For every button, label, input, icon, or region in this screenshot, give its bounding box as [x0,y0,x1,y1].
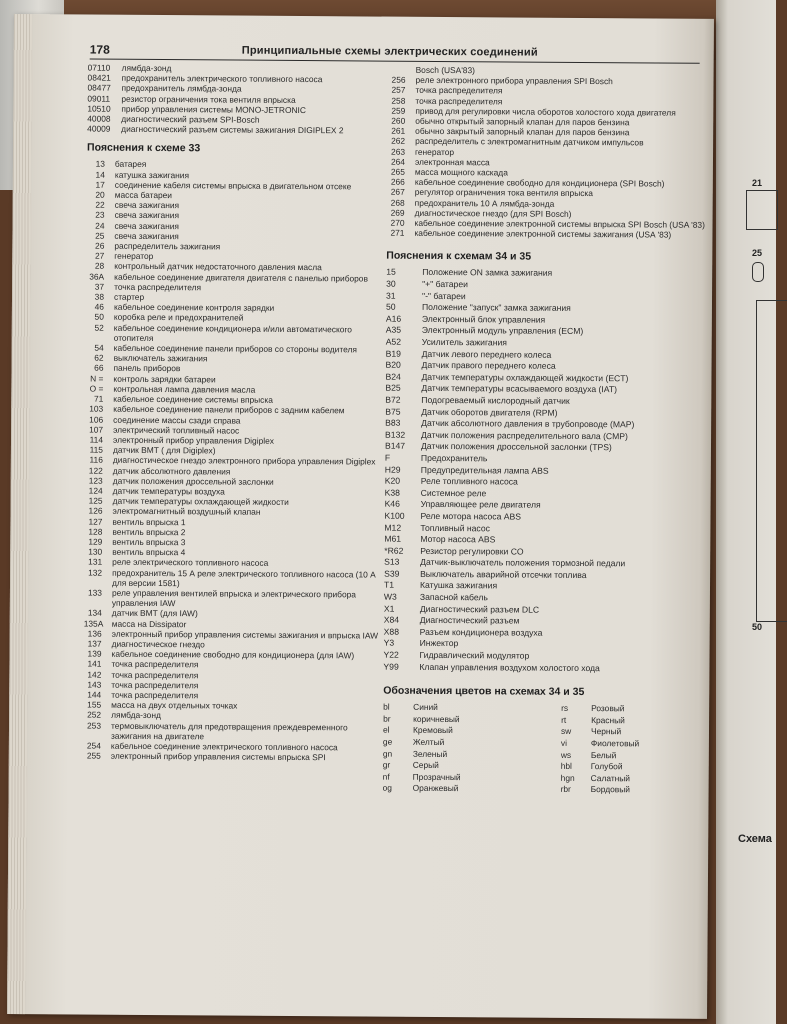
legend-description: соединение массы сзади справа [113,414,241,426]
legend-description: предохранитель 10 А лямбда-зонда [414,197,555,209]
legend-code: 263 [391,146,406,157]
legend-code: 106 [89,414,104,425]
legend-description: точка распределителя [114,281,202,293]
legend-code: 143 [87,679,102,690]
legend-code: 14 [95,169,105,180]
section-title-scheme-34-35: Пояснения к схемам 34 и 35 [386,250,532,264]
color-name: Бордовый [590,784,630,795]
color-code: ge [382,736,393,747]
legend-code: 155 [87,699,102,710]
legend-code: X84 [383,614,400,625]
color-name: Розовый [591,703,625,714]
legend-code: 38 [94,291,105,302]
legend-description: Датчик левого переднего колеса [421,348,552,360]
legend-description: диагностическое гнездо (для SPI Bosch) [414,207,572,219]
legend-code: 252 [87,709,102,721]
legend-description: точка распределителя [111,679,199,691]
legend-code: F [384,452,391,463]
color-code: hbl [560,761,572,772]
color-name: Салатный [590,772,631,784]
legend-code: K38 [384,487,401,498]
legend-code: 131 [88,556,103,567]
color-code: gr [382,759,391,770]
legend-code: M12 [384,522,402,533]
facing-page-label: Схема [738,833,772,845]
legend-code: 258 [391,95,406,106]
legend-description: батарея [114,159,147,170]
right-column [383,65,708,797]
legend-code: 264 [390,156,406,167]
legend-code: 09011 [87,93,111,104]
legend-description: датчик ВМТ ( для Digiplex) [112,444,216,456]
legend-description: вентиль впрыска 3 [112,536,186,548]
legend-description: датчик температуры охлаждающей жидкости [112,495,289,508]
legend-description: стартер [113,291,145,302]
legend-code: 23 [95,210,105,221]
color-code: ws [560,749,572,760]
legend-description: термовыключатель для предотвращения преждевременного зажигания на двигателе [110,720,348,742]
legend-description: Реле мотора насоса ABS [420,510,521,522]
legend-description: распределитель зажигания [114,240,221,252]
legend-list-scheme-34-35 [383,267,706,675]
legend-code: 129 [88,536,103,547]
legend-code: 266 [390,176,405,187]
legend-description: обычно закрытый запорный клапан для паров бензина [415,126,630,138]
legend-code: 123 [88,475,103,486]
color-code: br [383,713,391,724]
legend-description: электромагнитный воздушный клапан [112,506,261,518]
legend-description: электронный прибор управления системы зажигания и впрыска IAW [111,628,379,641]
legend-description: Выключатель аварийной отсечки топлива [420,568,587,580]
legend-code: 134 [87,607,102,618]
legend-description: Топливный насос [420,522,490,533]
legend-description: Датчик-выключатель положения тормозной педали [420,557,626,569]
color-name: Прозрачный [412,771,461,782]
legend-description: Гидравлический модулятор [419,649,530,661]
legend-description: панель приборов [113,363,181,374]
legend-description: вентиль впрыска 2 [112,526,186,537]
legend-code: 136 [87,628,102,639]
legend-description: точка распределителя [415,95,503,107]
legend-description: электронная масса [414,156,490,168]
legend-code: 116 [89,454,103,465]
legend-description: масса батареи [114,189,173,201]
legend-code: H29 [384,464,401,475]
legend-code: 52 [94,322,104,333]
legend-description: лямбда-зонд [111,710,161,721]
legend-code: 30 [386,278,396,289]
legend-list-scheme-33 [83,159,387,763]
legend-code: O = [89,383,104,394]
legend-code: Y22 [383,649,399,660]
legend-entry [83,751,383,763]
legend-code: A52 [385,336,402,347]
legend-description: реле электронного прибора управления SPI Bosch [415,75,613,87]
legend-description: генератор [415,146,455,157]
legend-code: B83 [385,417,401,428]
legend-description: Предохранитель [420,452,488,464]
color-name: Фиолетовый [590,738,640,749]
legend-code: 27 [94,250,105,261]
page-title: Принципиальные схемы электрических соединений [241,44,538,59]
legend-code: 08477 [87,82,111,94]
color-code: hgn [560,772,575,783]
legend-code: 20 [95,189,105,200]
legend-code: 122 [88,465,103,476]
legend-description: Датчик оборотов двигателя (RPM) [421,406,558,418]
legend-description: свеча зажигания [114,210,180,221]
legend-code: 259 [391,105,406,116]
legend-description: Инжектор [419,638,459,649]
legend-description: выключатель зажигания [113,352,208,364]
legend-description: электрический топливный насос [113,424,240,436]
legend-description: Разъем кондиционера воздуха [419,626,543,638]
legend-description: предохранитель лямбда-зонда [121,83,242,94]
legend-description: кабельное соединение контроля зарядки [113,301,275,314]
legend-code: 137 [87,638,102,649]
legend-code: 261 [391,125,406,136]
legend-code: 268 [390,197,405,208]
legend-code: K46 [384,498,400,510]
legend-description: Датчик правого переднего колеса [421,360,556,371]
legend-code: 25 [95,230,105,241]
legend-code: 40009 [87,123,111,134]
legend-description: контрольный датчик недостаточного давления масла [114,261,322,273]
legend-code: 133 [87,587,102,598]
legend-code: 54 [94,342,104,353]
legend-description: Мотор насоса ABS [420,533,496,545]
left-column [83,63,388,763]
legend-entry [383,661,703,675]
legend-code: T1 [383,580,395,591]
legend-code: B75 [385,406,401,417]
legend-description: кабельное соединение свободно для кондиционера (для IAW) [111,648,355,661]
legend-code: 31 [386,290,396,301]
legend-code: 267 [390,187,405,198]
facing-page-diagram-symbol [752,262,764,282]
legend-description: Предупредительная лампа ABS [420,464,549,476]
legend-code: S13 [384,556,400,568]
legend-description: точка распределителя [111,669,199,680]
legend-description: катушка зажигания [114,169,190,180]
legend-code: 253 [87,720,102,731]
legend-code: A35 [385,325,402,336]
legend-code: 132 [88,567,103,578]
legend-description: датчик температуры воздуха [112,485,225,497]
legend-description: Подогреваемый кислородный датчик [421,394,570,406]
legend-entry [83,720,383,743]
legend-code: K20 [384,475,401,486]
legend-description: Электронный модуль управления (ECM) [421,325,584,337]
legend-code: 257 [391,85,406,96]
legend-description: свеча зажигания [114,230,179,242]
legend-description: вентиль впрыска 1 [112,516,186,527]
legend-code: 126 [88,505,103,516]
legend-description: точка распределителя [111,689,199,701]
legend-description: обычно открытый запорный клапан для паров бензина [415,115,630,128]
legend-description: резистор ограничения тока вентиля впрыска [121,93,296,105]
legend-code: B20 [385,359,401,370]
legend-code: 28 [94,261,105,272]
legend-code: 107 [89,424,104,435]
legend-code: 142 [87,669,102,680]
legend-description: прибор управления системы MONO-JETRONIC [121,103,306,115]
legend-code: Y3 [383,638,395,649]
legend-description: Диагностический разъем [419,615,520,626]
legend-code: 24 [95,220,105,231]
legend-description: точка распределителя [415,85,503,96]
legend-description: Катушка зажигания [419,580,498,591]
color-name: Серый [412,760,439,771]
legend-description: кабельное соединение свободно для кондиционера (SPI Bosch) [414,177,665,189]
color-code: nf [382,771,390,782]
legend-description: Реле топливного насоса [420,475,518,487]
legend-description: Bosch (USA'83) [415,64,475,76]
legend-description: Положение ON замка зажигания [422,267,553,279]
legend-description: кабельное соединение двигателя двигателя с панелью приборов [114,271,368,284]
legend-description: датчик ВМТ (для IAW) [111,608,198,619]
legend-code: 144 [87,689,102,700]
legend-code: B72 [385,394,401,405]
legend-code: 36A [89,271,105,282]
legend-description: электронный прибор управления Digiplex [112,434,274,446]
legend-description: распределитель с электромагнитным датчиком импульсов [415,136,644,148]
color-name: Красный [591,714,625,726]
legend-entry [87,124,387,136]
legend-description: электронный прибор управления системы впрыска SPI [110,750,326,763]
legend-code: 254 [86,740,101,751]
legend-description: кабельное соединение системы впрыска [113,393,273,405]
legend-description: соединение кабеля системы впрыска в двигательном отсеке [114,179,352,192]
legend-code: 255 [86,750,101,761]
section-title-colors: Обозначения цветов на схемах 34 и 35 [383,684,585,699]
legend-description: вентиль впрыска 4 [112,546,186,558]
legend-code: 271 [390,227,405,238]
facing-page-number: 50 [752,622,763,632]
legend-code: A16 [385,313,402,324]
legend-description: Запасной кабель [419,591,488,603]
legend-code: 50 [385,301,396,312]
color-name: Белый [590,749,617,760]
legend-code: 13 [95,158,105,170]
color-code: gn [382,748,393,759]
legend-code: 127 [88,516,103,527]
page-number: 178 [89,42,110,57]
legend-entry [86,322,386,345]
legend-entry [84,587,384,610]
color-code: rt [561,714,567,725]
legend-description: Управляющее реле двигателя [420,499,541,511]
legend-code: 260 [391,115,406,126]
legend-description: масса мощного каскада [414,166,508,178]
legend-description: контрольная лампа давления масла [113,383,256,395]
legend-code [388,65,416,75]
legend-code: 269 [390,207,405,218]
color-code: bl [383,701,390,712]
legend-description: диагностический разъем системы зажигания DIGIPLEX 2 [121,123,344,136]
facing-page-number: 25 [752,248,763,258]
color-code: sw [560,726,572,737]
legend-description: реле электрического топливного насоса [112,557,269,569]
legend-description: масса на Dissipator [111,618,187,629]
legend-code: 128 [88,526,103,537]
legend-code: N = [90,373,104,384]
legend-description: предохранитель 15 А реле электрического топливного насоса (10 А для версии 1581) [111,567,376,588]
legend-description: регулятор ограничения тока вентиля впрыска [414,187,593,199]
facing-page-diagram-box [756,300,787,622]
legend-code: 08421 [87,72,111,83]
color-name: Черный [590,726,622,737]
legend-description: свеча зажигания [114,199,180,211]
legend-code: 50 [94,312,104,323]
facing-page [716,0,776,1024]
legend-description: кабельное соединение электронной системы зажигания (USA '83) [414,228,672,240]
legend-description: Датчик положения дроссельной заслонки (TPS) [420,441,612,453]
legend-code: S39 [384,568,400,579]
legend-description: привод для регулировки числа оборотов холостого хода двигателя [415,105,676,118]
legend-description: Датчик температуры охлаждающей жидкости (ECT) [421,371,629,384]
color-code: rbr [560,784,571,795]
legend-code: 270 [390,217,405,228]
legend-description: "+" батареи [422,278,468,290]
color-code: vi [560,737,568,748]
legend-description: лямбда-зонд [121,62,172,74]
legend-entry [386,228,706,240]
legend-description: Усилитель зажигания [421,336,507,348]
legend-description: контроль зарядки батареи [113,373,216,385]
legend-code: 114 [89,434,104,445]
legend-code: 115 [89,444,103,455]
color-name: коричневый [413,713,460,724]
color-name: Зеленый [412,748,448,759]
legend-code: Y99 [383,661,399,672]
legend-code: B132 [385,429,406,440]
legend-description: кабельное соединение электрического топливного насоса [110,740,338,753]
color-codes-table [383,702,704,797]
legend-code: B147 [384,440,406,452]
legend-code: K100 [384,510,405,521]
legend-description: кабельное соединение электронной системы впрыска SPI Bosch (USA '83) [414,217,705,230]
section-title-scheme-33: Пояснения к схеме 33 [87,141,201,155]
legend-description: Положение "запуск" замка зажигания [421,302,571,314]
legend-description: генератор [114,250,154,262]
legend-description: кабельное соединение панели приборов со стороны водителя [113,342,357,355]
legend-code: 135A [83,618,104,629]
legend-code: *R62 [384,545,404,556]
legend-list-continued-right [386,65,707,241]
legend-code: 66 [94,363,104,374]
legend-description: свеча зажигания [114,220,179,231]
legend-code: 130 [88,546,103,557]
legend-description: масса на двух отдельных точках [111,699,238,711]
legend-code: X88 [383,626,400,637]
legend-code: 46 [94,301,104,312]
legend-code: 124 [88,485,103,496]
color-name: Голубой [590,761,623,772]
legend-description: Диагностический разъем DLC [419,603,540,615]
legend-code: 15 [386,267,396,278]
legend-code: M61 [384,533,402,544]
legend-code: 22 [95,199,105,210]
legend-code: 26 [95,240,105,251]
facing-page-number: 21 [752,178,763,188]
legend-code: B25 [385,382,401,394]
legend-code: 265 [390,166,405,177]
legend-list-continued [87,63,387,137]
legend-description: точка распределителя [111,659,199,670]
facing-page-diagram-box [746,190,778,230]
color-name: Синий [413,702,438,713]
page-header [90,43,700,64]
legend-code: 139 [87,648,102,659]
legend-description: коробка реле и предохранителей [113,312,244,324]
legend-description: кабельное соединение кондиционера и/или автоматического отопителя [113,322,352,343]
legend-description: предохранитель электрического топливного насоса [121,72,323,85]
legend-code: 71 [93,393,104,404]
legend-code: W3 [383,591,397,602]
legend-code: B24 [385,371,401,382]
legend-description: реле управления вентилей впрыска и электрического прибора управления IAW [111,587,356,609]
legend-code: X1 [383,603,395,614]
color-code: el [382,725,390,736]
color-name: Желтый [412,736,445,748]
legend-code: 103 [89,403,104,414]
color-name: Кремовый [412,725,453,736]
book-page [7,14,714,1019]
color-name: Оранжевый [412,783,459,794]
legend-description: датчик абсолютного давления [112,465,231,477]
legend-code: 262 [391,136,406,147]
legend-description: датчик положения дроссельной заслонки [112,475,274,487]
legend-code: B19 [385,348,401,359]
legend-code: 10510 [87,103,111,114]
legend-code: 40008 [87,113,111,124]
legend-description: "-" батареи [422,290,466,301]
legend-code: 17 [95,179,105,190]
legend-code: 256 [391,74,406,85]
legend-code: 125 [88,495,103,506]
legend-entry [84,567,384,590]
legend-description: диагностическое гнездо электронного прибора управления Digiplex [112,455,376,467]
legend-description: диагностический разъем SPI-Bosch [121,113,260,125]
color-code: rs [561,703,569,714]
legend-description: Клапан управления воздухом холостого хода [419,661,600,673]
legend-description: диагностическое гнездо [111,638,205,650]
legend-description: кабельное соединение панели приборов с задним кабелем [113,403,345,416]
legend-description: Датчик температуры всасываемого воздуха (IAT) [421,383,617,395]
legend-description: Датчик абсолютного давления в трубопроводе (MAP) [421,418,635,430]
color-code: og [382,782,392,794]
legend-description: Датчик положения распределительного вала (CMP) [421,429,628,442]
legend-code: 07110 [87,62,111,73]
legend-description: Электронный блок управления [421,313,546,325]
legend-code: 141 [87,658,102,670]
legend-code: 62 [94,352,104,363]
legend-description: Системное реле [420,487,487,499]
legend-description: Резистор регулировки CO [420,545,524,557]
legend-code: 37 [94,281,105,292]
